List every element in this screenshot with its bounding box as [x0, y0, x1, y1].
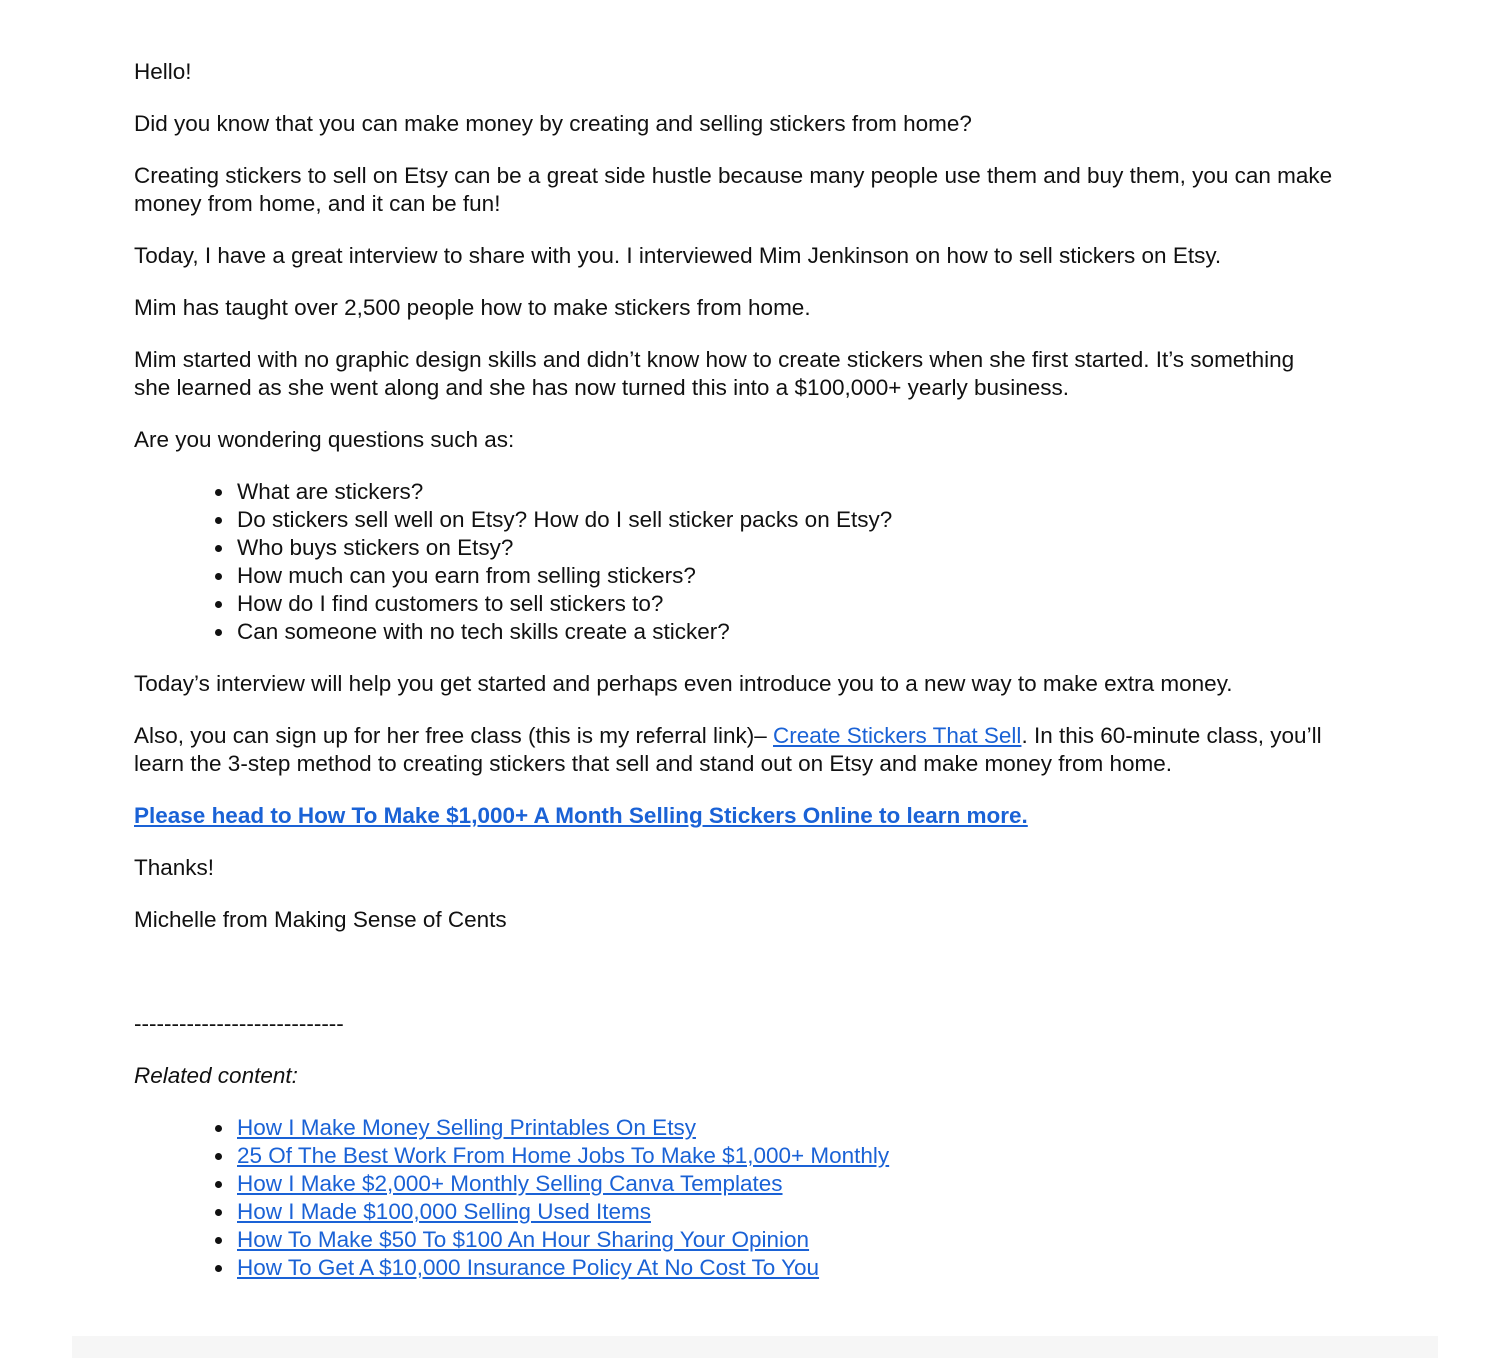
today-paragraph: Today, I have a great interview to share with you. I interviewed Mim Jenkinson on how to sell stickers on Etsy. [134, 243, 1222, 268]
related-link[interactable]: How I Made $100,000 Selling Used Items [237, 1199, 651, 1224]
related-links-list [134, 1114, 1334, 1282]
list-item [235, 1170, 1334, 1198]
started-paragraph: Mim started with no graphic design skills and didn’t know how to create stickers when she first started. It’s something she learned as she went along and she has now turned this into a $100,000+ yearly business. [134, 347, 1295, 400]
spacer [134, 958, 1334, 1010]
creating-paragraph: Creating stickers to sell on Etsy can be a great side hustle because many people use them and buy them, you can make money from home, and it can be fun! [134, 163, 1333, 216]
divider: ---------------------------- [134, 1011, 344, 1036]
list-item [235, 1142, 1334, 1170]
signup-text-before: Also, you can sign up for her free class (this is my referral link)– [134, 723, 773, 748]
interview-paragraph: Today’s interview will help you get started and perhaps even introduce you to a new way to make extra money. [134, 671, 1233, 696]
thanks-text: Thanks! [134, 855, 215, 880]
taught-paragraph: Mim has taught over 2,500 people how to make stickers from home. [134, 295, 811, 320]
signup-paragraph [134, 722, 1334, 778]
list-item: • What are stickers? [235, 478, 1334, 506]
list-item: • Can someone with no tech skills create a sticker? [235, 618, 1334, 646]
signup-text-after: . In this 60-minute class, you’ll learn the 3-step method to creating stickers that sell and stand out on Etsy and make money from home. [134, 723, 1322, 776]
related-content-label: Related content: [134, 1063, 298, 1088]
related-link[interactable]: 25 Of The Best Work From Home Jobs To Make $1,000+ Monthly [237, 1143, 890, 1168]
list-item [235, 1198, 1334, 1226]
list-item [235, 1226, 1334, 1254]
greeting: Hello! [134, 59, 192, 84]
list-item [235, 1254, 1334, 1282]
questions-intro: Are you wondering questions such as: [134, 427, 515, 452]
list-item: • How much can you earn from selling stickers? [235, 562, 1334, 590]
questions-list [134, 478, 1334, 646]
related-link[interactable]: How I Make $2,000+ Monthly Selling Canva Templates [237, 1171, 783, 1196]
list-item: • How do I find customers to sell stickers to? [235, 590, 1334, 618]
list-item [235, 1114, 1334, 1142]
list-item: • Who buys stickers on Etsy? [235, 534, 1334, 562]
related-link[interactable]: How To Make $50 To $100 An Hour Sharing Your Opinion [237, 1227, 810, 1252]
intro-paragraph: Did you know that you can make money by creating and selling stickers from home? [134, 111, 972, 136]
signature: Michelle from Making Sense of Cents [134, 907, 507, 932]
create-stickers-link[interactable]: Create Stickers That Sell [773, 723, 1022, 748]
cta-paragraph [134, 802, 1334, 830]
related-link[interactable]: How I Make Money Selling Printables On Etsy [237, 1115, 696, 1140]
list-item: • Do stickers sell well on Etsy? How do I sell sticker packs on Etsy? [235, 506, 1334, 534]
cta-link[interactable]: Please head to How To Make $1,000+ A Month Selling Stickers Online to learn more. [134, 803, 1028, 828]
email-body [134, 58, 1334, 1282]
bottom-shade [72, 1336, 1438, 1358]
related-link[interactable]: How To Get A $10,000 Insurance Policy At No Cost To You [237, 1255, 820, 1280]
